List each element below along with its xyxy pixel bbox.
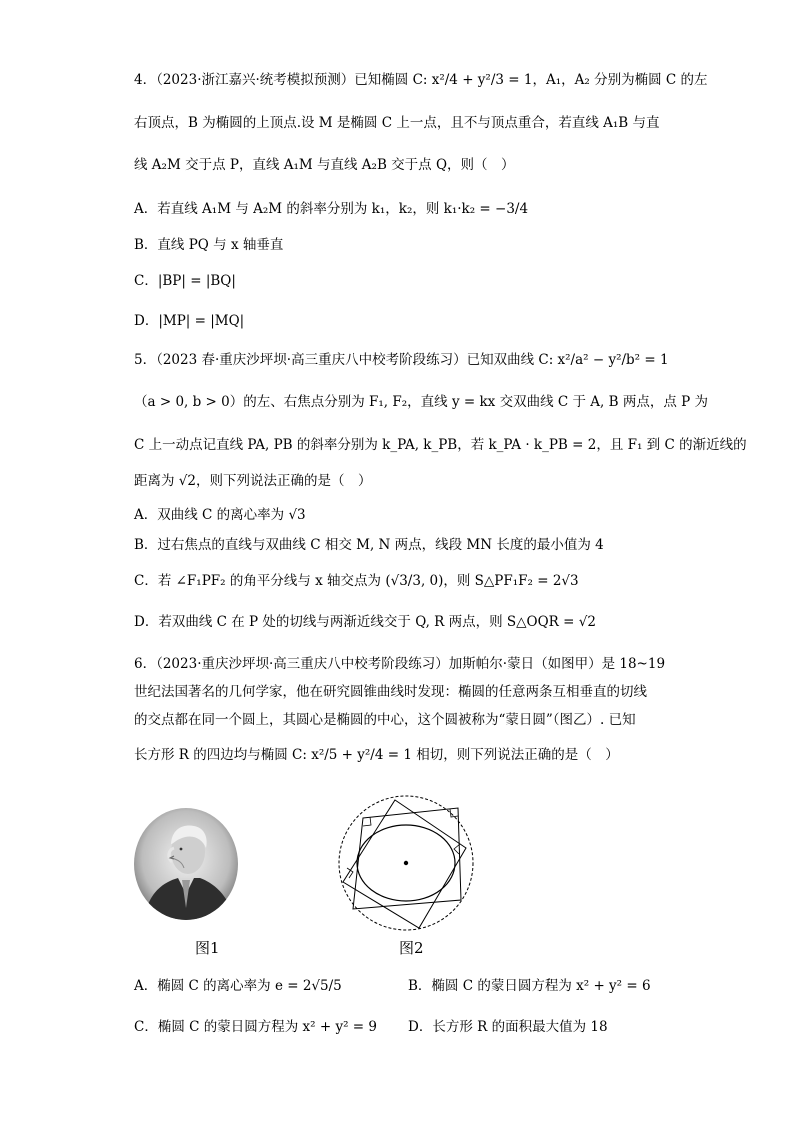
q6-stem-line-1: 6．（2023·重庆沙坪坝·高三重庆八中校考阶段练习）加斯帕尔·蒙日（如图甲）是 18~19 (134, 656, 666, 672)
q5-stem-line-1: 5．（2023 春·重庆沙坪坝·高三重庆八中校考阶段练习）已知双曲线 C: x²/a² − y²/b² = 1 (134, 352, 669, 368)
q6-option-c: C．椭圆 C 的蒙日圆方程为 x² + y² = 9 (134, 1019, 377, 1035)
q4-stem-line-3: 线 A₂M 交于点 P，直线 A₁M 与直线 A₂B 交于点 Q，则（ ） (134, 157, 515, 173)
q5-stem-line-3: C 上一动点记直线 PA, PB 的斜率分别为 k_PA, k_PB，若 k_PA · k_PB = 2，且 F₁ 到 C 的渐近线的 (134, 437, 747, 453)
q5-option-d: D．若双曲线 C 在 P 处的切线与两渐近线交于 Q, R 两点，则 S△OQR = √2 (134, 614, 596, 630)
q5-option-a: A．双曲线 C 的离心率为 √3 (134, 507, 306, 523)
q6-stem-line-3: 的交点都在同一个圆上，其圆心是椭圆的中心，这个圆被称为“蒙日圆”（图乙）. 已知 (134, 712, 636, 728)
figure-2-caption: 图2 (399, 939, 424, 957)
q5-stem-line-4: 距离为 √2，则下列说法正确的是（ ） (134, 473, 372, 489)
q5-stem-line-2: （a > 0, b > 0）的左、右焦点分别为 F₁, F₂，直线 y = kx 交双曲线 C 于 A, B 两点，点 P 为 (134, 394, 708, 410)
q6-option-b: B．椭圆 C 的蒙日圆方程为 x² + y² = 6 (408, 978, 651, 994)
q6-stem-line-4: 长方形 R 的四边均与椭圆 C: x²/5 + y²/4 = 1 相切，则下列说法正确的是（ ） (134, 747, 619, 763)
q4-stem-line-1: 4．（2023·浙江嘉兴·统考模拟预测）已知椭圆 C: x²/4 + y²/3 = 1，A₁，A₂ 分别为椭圆 C 的左 (134, 72, 708, 88)
q6-stem-line-2: 世纪法国著名的几何学家，他在研究圆锥曲线时发现：椭圆的任意两条互相垂直的切线 (134, 684, 647, 700)
q4-stem-line-2: 右顶点，B 为椭圆的上顶点.设 M 是椭圆 C 上一点，且不与顶点重合，若直线 A₁B 与直 (134, 115, 660, 131)
q4-option-c: C．|BP| = |BQ| (134, 273, 236, 289)
q4-option-a: A．若直线 A₁M 与 A₂M 的斜率分别为 k₁，k₂，则 k₁·k₂ = −3/4 (134, 201, 529, 217)
q5-option-b: B．过右焦点的直线与双曲线 C 相交 M, N 两点，线段 MN 长度的最小值为 4 (134, 537, 604, 553)
q4-option-d: D．|MP| = |MQ| (134, 313, 245, 329)
portrait-image (134, 808, 238, 920)
monge-circle-diagram (335, 792, 477, 934)
q6-option-d: D．长方形 R 的面积最大值为 18 (408, 1019, 608, 1035)
q5-option-c: C．若 ∠F₁PF₂ 的角平分线与 x 轴交点为 (√3/3, 0)，则 S△PF₁F₂ = 2√3 (134, 573, 579, 589)
figure-1-caption: 图1 (195, 939, 220, 957)
q6-option-a: A．椭圆 C 的离心率为 e = 2√5/5 (134, 978, 342, 994)
q4-option-b: B．直线 PQ 与 x 轴垂直 (134, 237, 284, 253)
